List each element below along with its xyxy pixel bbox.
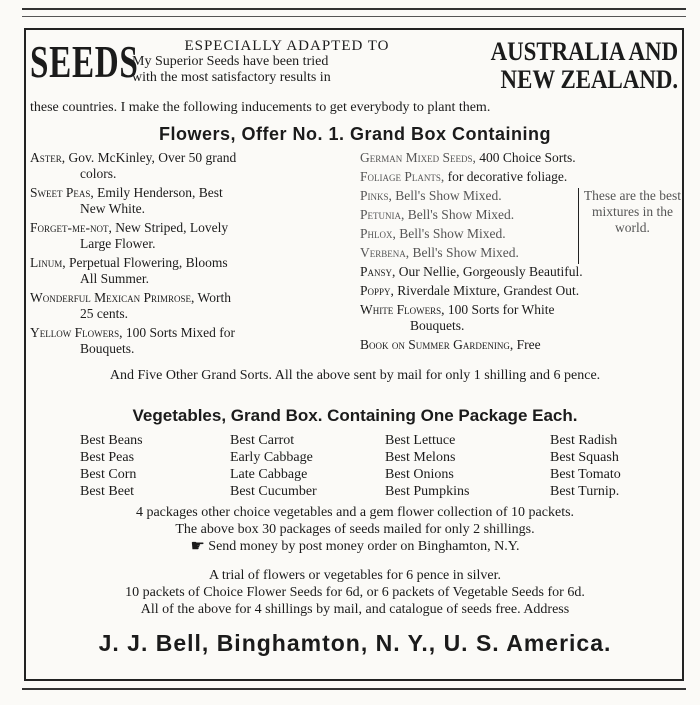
country-line-1: AUSTRALIA AND	[490, 37, 678, 66]
flower-item: Sweet Peas, Emily Henderson, Best New White.	[30, 185, 223, 216]
seeds-title: SEEDS	[30, 36, 139, 87]
flower-item: Verbena, Bell's Show Mixed.	[360, 245, 519, 260]
country-names	[490, 38, 678, 94]
vegetable-item: Best Beans	[80, 433, 143, 448]
vegetable-item: Best Turnip.	[550, 484, 620, 499]
flower-item: Forget-me-not, New Striped, Lovely Large Flower.	[30, 220, 229, 251]
vegetable-item: Best Peas	[80, 450, 135, 465]
vegetables-heading: Vegetables, Grand Box. Containing One Package Each.	[132, 406, 578, 425]
flower-item: White Flowers, 100 Sorts for White Bouquets.	[360, 302, 555, 333]
vegetable-item: Best Pumpkins	[385, 484, 470, 499]
vegetable-item: Best Beet	[80, 484, 135, 499]
flower-item: Poppy, Riverdale Mixture, Grandest Out.	[360, 283, 580, 298]
flower-item: Pansy, Our Nellie, Gorgeously Beautiful.	[360, 264, 583, 279]
intro-text: these countries. I make the following inducements to get everybody to plant them.	[30, 100, 491, 115]
vegetables-grid	[80, 432, 670, 500]
vegetable-item: Late Cabbage	[230, 467, 308, 482]
flower-item: Phlox, Bell's Show Mixed.	[360, 226, 506, 241]
vegetables-column-3	[385, 432, 550, 500]
pointing-hand-icon: ☛	[190, 538, 205, 556]
offer-line: The above box 30 packages of seeds mailed for only 2 shillings.	[175, 522, 535, 537]
bottom-rule	[22, 688, 686, 690]
flower-item: Aster, Gov. McKinley, Over 50 grand colors.	[30, 150, 237, 181]
mixtures-list	[360, 188, 579, 264]
flower-item: Foliage Plants, for decorative foliage.	[360, 169, 568, 184]
money-order-line: ☛ Send money by post money order on Binghamton, N.Y.	[190, 538, 520, 556]
vegetable-item: Best Lettuce	[385, 433, 456, 448]
flower-item: Linum, Perpetual Flowering, Blooms All Summer.	[30, 255, 228, 286]
top-rule	[22, 8, 686, 10]
offer-line: 10 packets of Choice Flower Seeds for 6d, or 6 packets of Vegetable Seeds for 6d.	[125, 585, 585, 601]
vegetable-item: Best Carrot	[230, 433, 295, 448]
offer-details	[30, 504, 680, 618]
header-tagline	[132, 38, 442, 86]
vegetables-column-1	[80, 432, 230, 500]
mixtures-note: These are the best mixtures in the world.	[583, 188, 681, 235]
tagline-line-2: My Superior Seeds have been tried	[132, 54, 329, 69]
vegetable-item: Best Tomato	[550, 467, 621, 482]
flowers-right-column	[360, 150, 682, 356]
mixtures-block	[360, 188, 682, 264]
vegetable-item: Best Corn	[80, 467, 137, 482]
offer-line: All of the above for 4 shillings by mail, and catalogue of seeds free. Address	[140, 602, 570, 618]
flowers-heading: Flowers, Offer No. 1. Grand Box Containing	[158, 124, 552, 144]
address-footer: J. J. Bell, Binghamton, N. Y., U. S. America.	[98, 630, 612, 656]
country-line-2: NEW ZEALAND.	[500, 65, 678, 94]
flower-item: Yellow Flowers, 100 Sorts Mixed for Bouquets.	[30, 325, 235, 356]
flower-item: Wonderful Mexican Primrose, Worth 25 cents.	[30, 290, 231, 321]
vegetable-item: Best Onions	[385, 467, 454, 482]
flowers-left-column	[30, 150, 346, 360]
vegetable-item: Best Melons	[385, 450, 456, 465]
flower-item: German Mixed Seeds, 400 Choice Sorts.	[360, 150, 576, 165]
flower-item: Pinks, Bell's Show Mixed.	[360, 188, 502, 203]
offer-line: 4 packages other choice vegetables and a gem flower collection of 10 packets.	[135, 505, 575, 520]
vegetable-item: Best Cucumber	[230, 484, 317, 499]
top-rule-thin	[22, 16, 686, 17]
vegetables-column-4	[550, 432, 670, 500]
especially-adapted: ESPECIALLY ADAPTED TO	[184, 38, 390, 54]
flower-item: Book on Summer Gardening, Free	[360, 337, 541, 352]
vegetable-item: Best Squash	[550, 450, 619, 465]
offer-line: A trial of flowers or vegetables for 6 pence in silver.	[209, 568, 501, 584]
flower-item: Petunia, Bell's Show Mixed.	[360, 207, 515, 222]
tagline-line-3: with the most satisfactory results in	[132, 70, 331, 85]
vegetable-item: Best Radish	[550, 433, 618, 448]
vegetable-item: Early Cabbage	[230, 450, 313, 465]
vegetables-column-2	[230, 432, 385, 500]
ad-header	[30, 34, 678, 94]
others-offer: And Five Other Grand Sorts. All the above sent by mail for only 1 shilling and 6 pence.	[109, 368, 601, 383]
